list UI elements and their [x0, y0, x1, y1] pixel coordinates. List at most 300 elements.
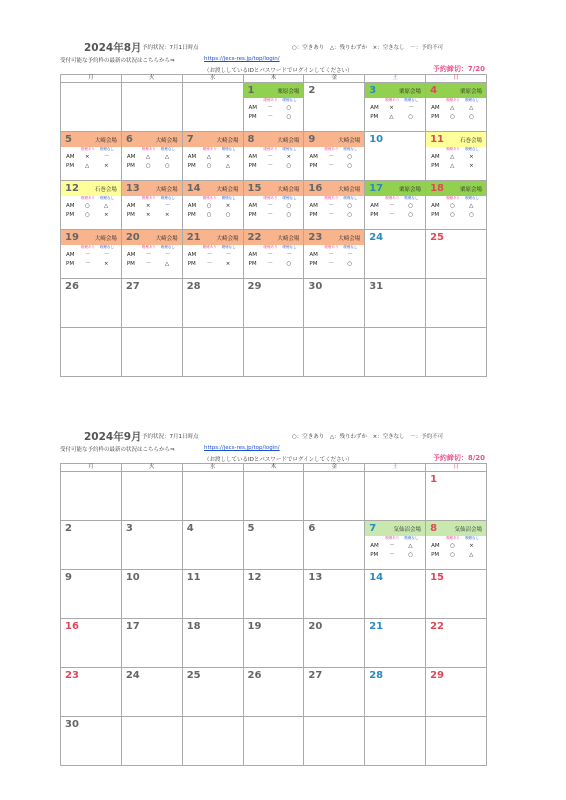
week-row [61, 521, 487, 570]
availability-mark: － [267, 252, 274, 258]
day-header [244, 132, 304, 147]
login-note: （お渡ししているIDとパスワードでログインしてください） [204, 68, 353, 74]
day-cell [243, 472, 304, 521]
day-cell[interactable] [182, 132, 243, 181]
am-slot [365, 104, 425, 113]
smoking-label: 喫煙あり [202, 196, 217, 200]
day-header [426, 279, 486, 294]
day-cell[interactable] [304, 83, 365, 132]
am-label: AM [126, 252, 136, 258]
day-number: 30 [65, 719, 79, 730]
non-smoking-label: 喫煙なし [100, 147, 114, 151]
calendar-grid [60, 463, 487, 766]
login-link[interactable]: https://jecs-res.jp/top/login/ [204, 445, 280, 451]
day-number: 26 [247, 670, 262, 681]
day-cell[interactable] [61, 521, 122, 570]
legend: ○：空きあり △：残りわずか ×：空きなし －：予約不可 [292, 45, 444, 51]
availability-mark: ○ [286, 162, 292, 169]
day-cell[interactable] [365, 181, 426, 230]
availability-mark: ○ [469, 211, 474, 218]
pm-label: PM [66, 162, 75, 169]
smoking-label: 喫煙あり [385, 196, 400, 200]
day-number: 13 [308, 572, 323, 583]
non-smoking-label: 喫煙なし [343, 245, 358, 249]
smoking-label: 喫煙あり [385, 98, 400, 102]
pm-label: PM [126, 260, 135, 267]
day-header [122, 717, 182, 732]
day-header [122, 83, 182, 98]
day-header [61, 181, 121, 196]
day-header [61, 328, 121, 343]
day-cell[interactable] [243, 570, 304, 619]
availability-mark: × [469, 162, 474, 169]
day-cell[interactable] [61, 132, 122, 181]
day-number: 3 [369, 85, 377, 96]
day-header [244, 717, 304, 732]
day-header [183, 717, 243, 732]
day-number: 20 [308, 621, 323, 632]
pm-label: PM [431, 211, 440, 218]
day-number: 8 [247, 134, 255, 145]
day-number: 28 [186, 281, 201, 292]
week-row [61, 279, 487, 328]
day-cell[interactable] [426, 619, 487, 668]
day-header [183, 230, 243, 245]
weekday-label: 木 [243, 464, 304, 472]
availability-mark: × [85, 154, 90, 160]
weekday-label: 日 [426, 75, 487, 83]
day-cell [304, 717, 365, 766]
day-cell[interactable] [304, 521, 365, 570]
availability-mark: － [328, 252, 334, 258]
day-header [61, 230, 121, 245]
availability-mark: ○ [225, 211, 231, 218]
non-smoking-label: 喫煙なし [160, 245, 175, 249]
am-label: AM [248, 252, 258, 258]
availability-mark: － [225, 252, 232, 258]
day-cell[interactable] [243, 279, 304, 328]
day-header [304, 472, 364, 487]
day-number: 29 [247, 281, 262, 292]
day-header [365, 230, 425, 245]
day-cell[interactable] [365, 570, 426, 619]
smoking-label: 喫煙あり [324, 147, 339, 151]
pm-slot [426, 211, 486, 220]
day-cell[interactable] [243, 230, 304, 279]
day-header [122, 132, 182, 147]
day-cell[interactable] [182, 521, 243, 570]
day-cell[interactable] [61, 181, 122, 230]
day-number: 29 [430, 670, 444, 681]
day-header [426, 328, 486, 343]
day-header [365, 472, 425, 487]
am-slot [365, 202, 425, 211]
availability-mark: ○ [347, 260, 353, 267]
am-label: AM [309, 252, 318, 258]
pm-slot [426, 162, 486, 171]
day-cell[interactable] [365, 279, 426, 328]
availability-mark: × [225, 260, 231, 267]
am-slot [365, 542, 425, 551]
venue-label: 栗原会場 [277, 89, 300, 95]
am-label: AM [248, 154, 258, 160]
availability-mark: － [328, 260, 334, 267]
day-number: 15 [247, 183, 262, 194]
day-number: 15 [430, 572, 444, 583]
status-date: 予約状況：7月1日時点 [142, 434, 199, 440]
calendar-title: 2024年9月 [84, 431, 142, 443]
venue-label: 石巻会場 [459, 138, 482, 144]
day-cell[interactable] [426, 472, 487, 521]
day-header [183, 279, 243, 294]
day-header [304, 279, 364, 294]
login-note: （お渡ししているIDとパスワードでログインしてください） [204, 457, 353, 463]
day-cell[interactable] [243, 181, 304, 230]
day-cell[interactable] [243, 132, 304, 181]
day-cell[interactable] [243, 619, 304, 668]
pm-label: PM [370, 113, 379, 120]
non-smoking-label: 喫煙なし [100, 196, 114, 200]
day-cell[interactable] [426, 570, 487, 619]
day-number: 19 [65, 232, 79, 243]
day-header [304, 619, 364, 634]
availability-mark: △ [85, 162, 90, 169]
pm-slot [244, 211, 304, 220]
day-cell[interactable] [304, 279, 365, 328]
day-cell[interactable] [61, 619, 122, 668]
day-header [244, 472, 304, 487]
day-header [183, 668, 243, 683]
day-header [61, 132, 121, 147]
am-slot [183, 202, 243, 211]
am-label: AM [431, 105, 440, 111]
day-cell[interactable] [243, 668, 304, 717]
pm-slot [183, 162, 243, 171]
day-cell[interactable] [426, 132, 487, 181]
pm-slot [304, 260, 364, 269]
day-cell[interactable] [304, 570, 365, 619]
day-number: 9 [65, 572, 72, 583]
venue-label: 大崎会場 [277, 236, 300, 242]
day-cell[interactable] [61, 279, 122, 328]
am-label: AM [187, 154, 197, 160]
day-cell[interactable] [121, 279, 182, 328]
day-number: 8 [430, 523, 438, 534]
day-cell[interactable] [426, 230, 487, 279]
day-header [426, 472, 486, 487]
smoking-label: 喫煙あり [263, 245, 278, 249]
pm-label: PM [187, 162, 196, 169]
availability-mark: － [145, 260, 152, 267]
venue-label: 大崎会場 [94, 236, 117, 242]
day-cell[interactable] [121, 230, 182, 279]
am-slot [244, 251, 304, 260]
weekday-label: 日 [426, 464, 487, 472]
pm-label: PM [66, 260, 75, 267]
day-cell[interactable] [121, 132, 182, 181]
am-label: AM [66, 203, 75, 209]
non-smoking-label: 喫煙なし [465, 196, 480, 200]
day-cell[interactable] [365, 521, 426, 570]
availability-mark: － [408, 105, 414, 111]
day-number: 24 [369, 232, 384, 243]
venue-label: 石巻会場 [94, 187, 117, 193]
am-label: AM [248, 105, 258, 111]
day-cell[interactable] [121, 619, 182, 668]
pm-label: PM [309, 260, 318, 267]
availability-mark: － [328, 162, 334, 169]
smoking-label: 喫煙あり [141, 147, 156, 151]
pm-slot [244, 113, 304, 122]
day-header [122, 668, 182, 683]
day-header [304, 230, 364, 245]
day-cell[interactable] [61, 668, 122, 717]
day-header [122, 181, 182, 196]
pm-slot [122, 260, 182, 269]
availability-mark: ○ [408, 211, 414, 218]
am-slot [426, 542, 486, 551]
pm-slot [61, 162, 121, 171]
day-header [365, 570, 425, 585]
pm-label: PM [248, 211, 257, 218]
weekday-label: 月 [61, 464, 122, 472]
day-cell[interactable] [182, 570, 243, 619]
calendar-august [60, 40, 487, 377]
day-cell[interactable] [365, 230, 426, 279]
day-header [365, 717, 425, 732]
smoking-label: 喫煙あり [263, 196, 278, 200]
availability-mark: ○ [286, 105, 292, 111]
availability-mark: △ [469, 105, 474, 111]
day-number: 27 [125, 281, 140, 292]
am-label: AM [187, 203, 197, 209]
day-header [426, 717, 486, 732]
day-cell[interactable] [182, 668, 243, 717]
day-header [61, 668, 121, 683]
day-cell[interactable] [426, 521, 487, 570]
weekday-label: 土 [365, 75, 426, 83]
day-cell [61, 83, 122, 132]
availability-mark: － [164, 252, 171, 258]
day-header [183, 83, 243, 98]
availability-mark: － [267, 203, 274, 209]
availability-mark: △ [145, 154, 151, 160]
day-number: 12 [65, 183, 79, 194]
day-cell [121, 472, 182, 521]
day-header [304, 570, 364, 585]
day-cell[interactable] [121, 181, 182, 230]
day-cell[interactable] [61, 570, 122, 619]
availability-mark: ○ [450, 543, 455, 549]
venue-label: 栗原会場 [399, 187, 422, 193]
day-cell[interactable] [182, 230, 243, 279]
day-cell[interactable] [243, 83, 304, 132]
availability-mark: ○ [347, 203, 353, 209]
day-cell[interactable] [304, 668, 365, 717]
day-header [426, 132, 486, 147]
day-number: 6 [125, 134, 133, 145]
availability-mark: ○ [206, 162, 212, 169]
am-label: AM [431, 203, 440, 209]
am-slot [122, 153, 182, 162]
pm-slot [365, 551, 425, 560]
day-number: 21 [186, 232, 201, 243]
day-number: 5 [65, 134, 72, 145]
weekday-label: 金 [304, 464, 365, 472]
smoking-label: 喫煙あり [324, 245, 339, 249]
day-cell [61, 328, 122, 377]
week-row [61, 230, 487, 279]
am-slot [304, 202, 364, 211]
venue-label: 大崎会場 [277, 138, 300, 144]
non-smoking-label: 喫煙なし [221, 245, 236, 249]
am-slot [183, 153, 243, 162]
availability-mark: ○ [347, 211, 353, 218]
weekday-label: 火 [121, 75, 182, 83]
day-number: 11 [186, 572, 201, 583]
day-cell[interactable] [426, 83, 487, 132]
day-header [304, 132, 364, 147]
calendar-title: 2024年8月 [84, 42, 142, 54]
smoking-label: 喫煙あり [141, 245, 156, 249]
availability-mark: － [267, 113, 274, 120]
pm-slot [61, 260, 121, 269]
day-cell[interactable] [304, 619, 365, 668]
availability-mark: ○ [286, 260, 292, 267]
availability-mark: － [328, 211, 334, 218]
venue-label: 気仙沼会場 [454, 527, 482, 533]
day-cell[interactable] [365, 83, 426, 132]
day-cell[interactable] [426, 181, 487, 230]
am-label: AM [66, 252, 75, 258]
non-smoking-label: 喫煙なし [282, 147, 297, 151]
availability-mark: － [347, 252, 353, 258]
availability-mark: ○ [450, 203, 455, 209]
day-number: 4 [430, 85, 438, 96]
day-header [122, 279, 182, 294]
availability-mark: × [286, 154, 292, 160]
day-number: 20 [125, 232, 140, 243]
day-cell[interactable] [121, 521, 182, 570]
day-cell[interactable] [365, 668, 426, 717]
day-header [244, 521, 304, 536]
day-cell[interactable] [61, 717, 122, 766]
day-header [304, 717, 364, 732]
day-cell[interactable] [243, 521, 304, 570]
weekday-label: 月 [61, 75, 122, 83]
day-header [61, 521, 121, 536]
status-date: 予約状況：7月1日時点 [142, 45, 199, 51]
pm-slot [244, 162, 304, 171]
am-label: AM [248, 203, 258, 209]
availability-mark: ○ [85, 203, 90, 209]
day-header [244, 83, 304, 98]
availability-mark: ○ [450, 551, 455, 558]
smoking-label: 喫煙あり [385, 536, 400, 540]
day-number: 3 [125, 523, 133, 534]
availability-mark: × [145, 211, 151, 218]
availability-mark: ○ [469, 113, 474, 120]
availability-mark: △ [164, 260, 170, 267]
week-row [61, 570, 487, 619]
day-cell[interactable] [121, 668, 182, 717]
day-header [365, 279, 425, 294]
day-cell[interactable] [61, 230, 122, 279]
day-number: 2 [308, 85, 316, 96]
calendar-september [60, 429, 487, 766]
availability-mark: ○ [164, 162, 170, 169]
day-header [304, 521, 364, 536]
day-header [365, 668, 425, 683]
day-cell [182, 328, 243, 377]
pm-label: PM [370, 551, 379, 558]
pm-label: PM [187, 260, 196, 267]
day-cell[interactable] [365, 619, 426, 668]
availability-mark: － [328, 154, 334, 160]
day-cell[interactable] [426, 668, 487, 717]
availability-mark: △ [469, 551, 474, 558]
pm-slot [244, 260, 304, 269]
day-header [244, 279, 304, 294]
pm-label: PM [309, 162, 318, 169]
day-cell[interactable] [182, 181, 243, 230]
availability-mark: ○ [408, 551, 414, 558]
day-cell[interactable] [304, 230, 365, 279]
day-number: 14 [186, 183, 201, 194]
pm-slot [304, 211, 364, 220]
day-number: 6 [308, 523, 316, 534]
smoking-label: 喫煙あり [446, 536, 461, 540]
am-label: AM [370, 105, 379, 111]
day-cell[interactable] [182, 279, 243, 328]
availability-mark: △ [408, 543, 413, 549]
smoking-label: 喫煙あり [81, 245, 95, 249]
day-number: 22 [247, 232, 262, 243]
day-cell [182, 472, 243, 521]
pm-slot [122, 162, 182, 171]
venue-label: 大崎会場 [94, 138, 117, 144]
day-cell[interactable] [304, 132, 365, 181]
day-number: 17 [369, 183, 384, 194]
am-label: AM [309, 203, 318, 209]
day-header [183, 472, 243, 487]
venue-label: 大崎会場 [277, 187, 300, 193]
day-header [304, 328, 364, 343]
day-cell[interactable] [182, 619, 243, 668]
day-number: 28 [369, 670, 384, 681]
info-text: 受付可能な予約枠の最新の状況はこちらから⇒ [60, 58, 175, 64]
day-cell[interactable] [304, 181, 365, 230]
week-row [61, 717, 487, 766]
availability-mark: － [267, 162, 274, 169]
day-cell[interactable] [365, 132, 426, 181]
day-header [304, 668, 364, 683]
day-header [426, 230, 486, 245]
day-header [183, 570, 243, 585]
pm-label: PM [370, 211, 379, 218]
non-smoking-label: 喫煙なし [221, 147, 236, 151]
day-cell[interactable] [121, 570, 182, 619]
availability-mark: × [104, 162, 109, 169]
day-number: 7 [186, 134, 194, 145]
day-header [122, 570, 182, 585]
day-header [244, 619, 304, 634]
login-link[interactable]: https://jecs-res.jp/top/login/ [204, 56, 280, 62]
availability-mark: ○ [286, 211, 292, 218]
day-header [183, 619, 243, 634]
availability-mark: ○ [408, 203, 414, 209]
pm-label: PM [187, 211, 196, 218]
